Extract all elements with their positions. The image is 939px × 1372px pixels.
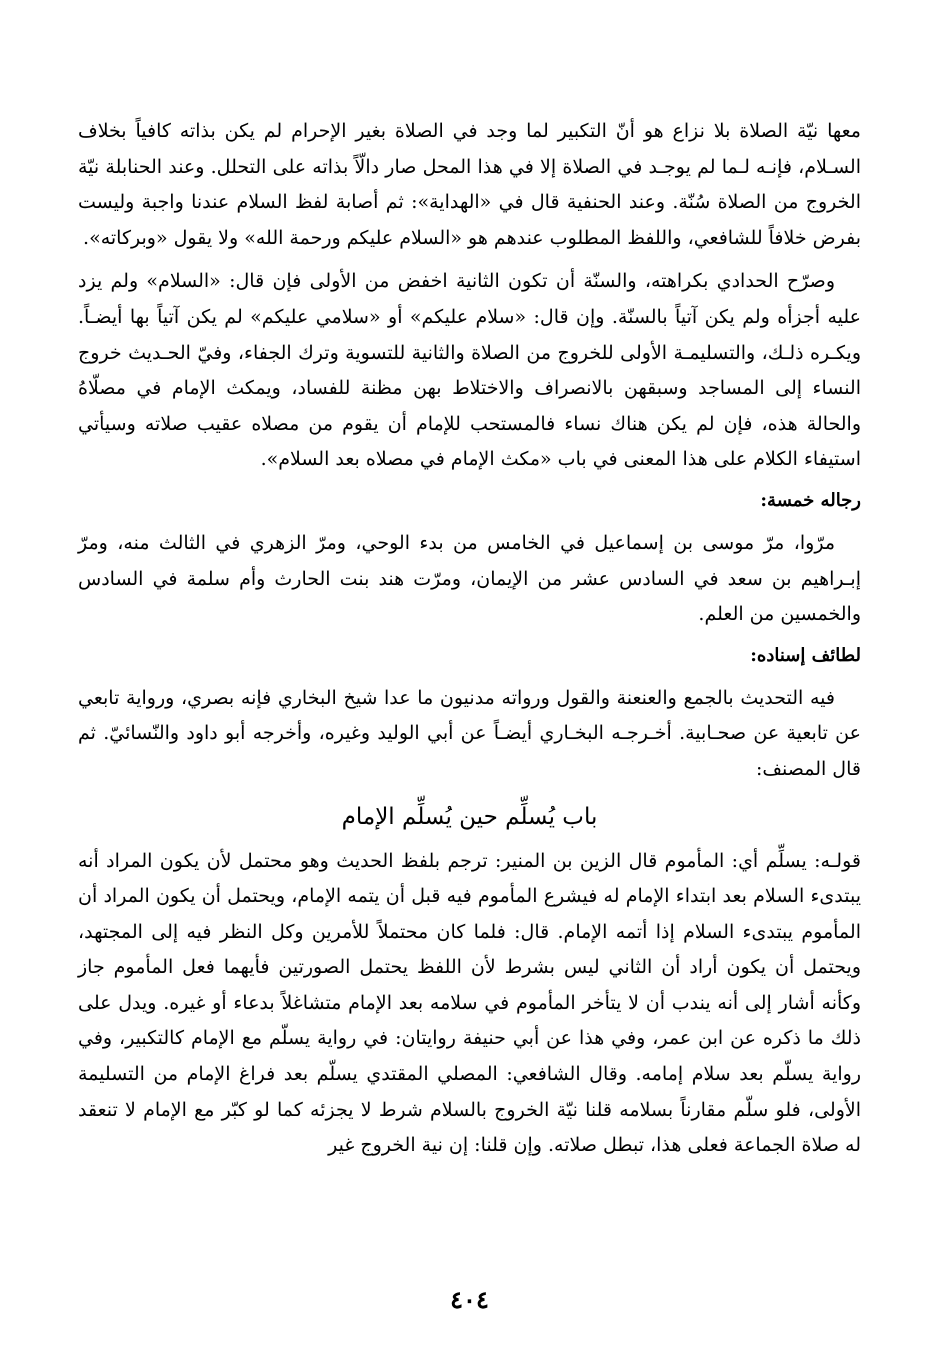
page-body (78, 114, 861, 1172)
chapter-title: باب يُسلِّم حين يُسلِّم الإمام (341, 803, 598, 830)
heading-narrators: رجاله خمسة: (760, 489, 861, 511)
paragraph-narrators: مرّوا، مرّ موسى بن إسماعيل في الخامس من بدء الوحي، ومرّ الزهري في الثالث منه، ومرّ إبـراهيم بن سعد في السادس عشر من الإيمان، ومرّت هند بنت الحارث وأم سلمة في السادس والخمسين من العلم. (78, 531, 861, 626)
paragraph-haddadi: وصرّح الحدادي بكراهته، والسنّة أن تكون الثانية اخفض من الأولى فإن قال: «السلام» ولم يزد عليه أجزأه ولم يكن آتياً بالسنّة. وإن قال: «سلام عليكم» أو «سلامي عليكم» لم يكن آتياً بها أيضـاً. ويكـره ذلـك، والتسليمـة الأولى للخروج من الصلاة والثانية للتسوية وترك الجفاء، وفيّ الحـديث خروج النساء إلى المساجد وسبقهن بالانصراف والاختلاط بهن مظنة للفساد، ويمكث الإمام في مصلّاهُ والحالة هذه، فإن لم يكن هناك نساء فالمستحب للإمام أن يقوم من مصلاه عقيب صلاته وسيأتي استيفاء الكلام على هذا المعنى في باب «مكث الإمام في مصلاه بعد السلام». (78, 270, 861, 471)
paragraph-taslim-intention: معها نيّة الصلاة بلا نزاع هو أنّ التكبير لما وجد في الصلاة بغير الإحرام لم يكن بذاته كافياً بخلاف السـلام، فإنـه لـما لم يوجـد في الصلاة إلا في هذا المحل صار دالّاً بذاته على التحلل. وعند الحنابلة نيّة الخروج من الصلاة سُنّة. وعند الحنفية قال في «الهداية»: ثم أصابة لفظ السلام عندنا واجبة وليست بفرض خلافاً للشافعي، واللفظ المطلوب عندهم هو «السلام عليكم ورحمة الله» ولا يقول «وبركاته». (78, 120, 861, 249)
heading-isnad-subtleties: لطائف إسناده: (750, 644, 861, 666)
paragraph-isnad: فيه التحديث بالجمع والعنعنة والقول ورواته مدنيون ما عدا شيخ البخاري فإنه بصري، ورواية تابعي عن تابعية عن صحـابية. أخـرجـه البخـاري أيضـاً عن أبي الوليد وغيره، وأخرجه أبو داود والنّسائيّ. ثم قال المصنف: (78, 686, 861, 780)
paragraph-commentary: قولـه: يسلِّم أي: المأموم قال الزين بن المنير: ترجم بلفظ الحديث وهو محتمل لأن يكون المراد أنه يبتدىء السلام بعد ابتداء الإمام له فيشرع المأموم فيه قبل أن يتمه الإمام، ويحتمل أن يكون المراد أن المأموم يبتدىء السلام إذا أتمه الإمام. قال: فلما كان محتملاً للأمرين وكل النظر فيه إلى المجتهد، ويحتمل أن يكون أراد أن الثاني ليس بشرط لأن اللفظ يحتمل الصورتين فأيهما فعل المأموم جاز وكأنه أشار إلى أنه يندب أن لا يتأخر المأموم في سلامه بعد الإمام متشاغلاً بدعاء أو غيره. ويدل على ذلك ما ذكره عن ابن عمر، وفي هذا عن أبي حنيفة روايتان: في رواية يسلّم مع الإمام كالتكبير، وفي رواية يسلّم بعد سلام إمامه. وقال الشافعي: المصلي المقتدي يسلّم بعد فراغ الإمام من التسليمة الأولى، فلو سلّم مقارناً بسلامه قلنا نيّة الخروج بالسلام شرط لا يجزئه كما لو كبّر مع الإمام لا تنعقد له صلاة الجماعة فعلى هذا، تبطل صلاته. وإن قلنا: إن نية الخروج غير (78, 849, 861, 1157)
page-number: ٤٠٤ (450, 1285, 489, 1314)
